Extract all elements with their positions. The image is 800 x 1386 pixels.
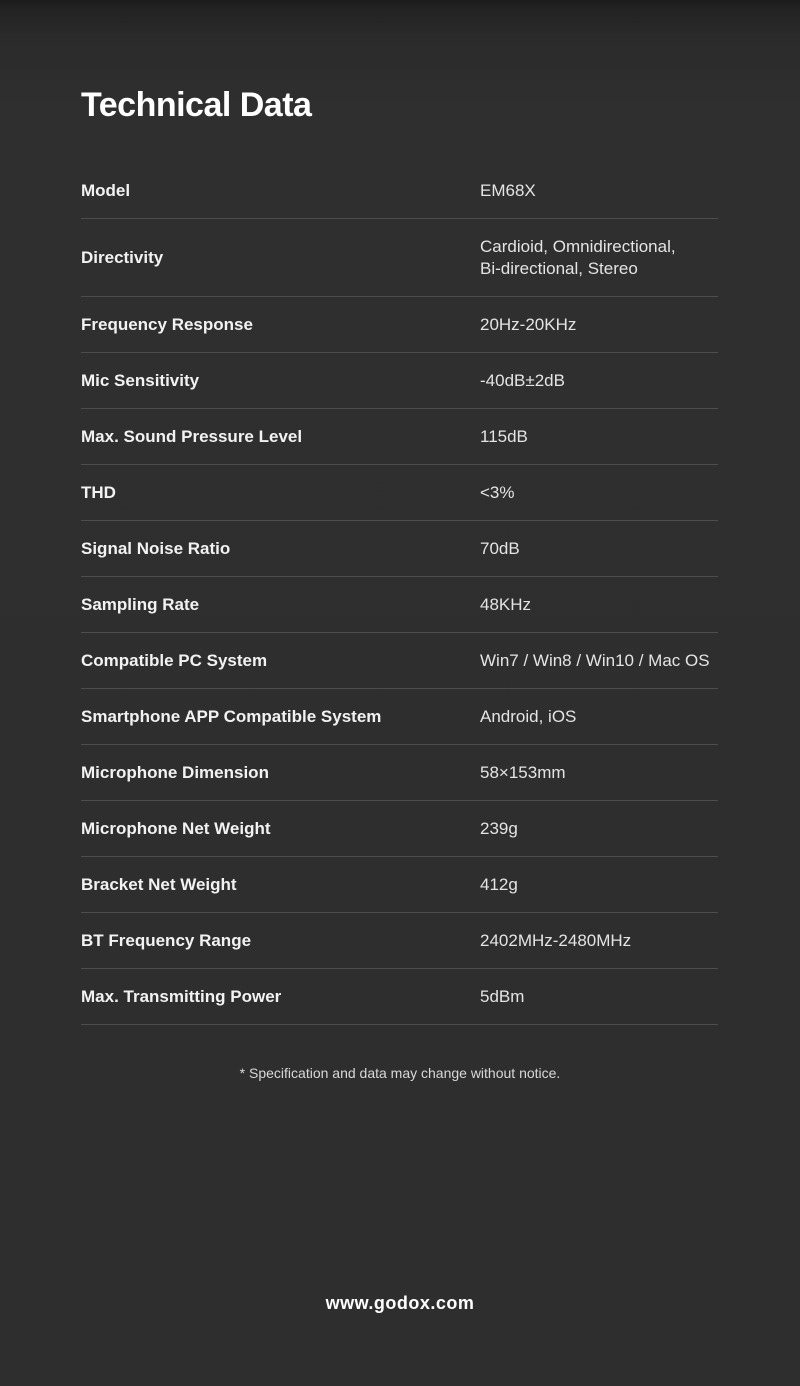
spec-value-line: Android, iOS [480, 706, 577, 726]
spec-row [81, 801, 718, 857]
spec-label: Microphone Dimension [81, 762, 269, 782]
page-title: Technical Data [81, 86, 312, 124]
spec-value [480, 426, 718, 448]
spec-value-line: Win7 / Win8 / Win10 / Mac OS [480, 650, 710, 670]
spec-value [480, 762, 718, 784]
spec-value-line: -40dB±2dB [480, 370, 565, 390]
spec-label: THD [81, 482, 116, 502]
spec-value-line: 412g [480, 874, 518, 894]
spec-label: Frequency Response [81, 314, 253, 334]
spec-row [81, 163, 718, 219]
spec-value [480, 538, 718, 560]
website-link[interactable]: www.godox.com [325, 1293, 475, 1313]
spec-value-line: 70dB [480, 538, 520, 558]
spec-table [81, 163, 718, 1025]
spec-value [480, 180, 718, 202]
spec-value [480, 874, 718, 896]
spec-value-line: 58×153mm [480, 762, 566, 782]
spec-label: Directivity [81, 247, 164, 267]
spec-value-line: <3% [480, 482, 515, 502]
spec-row [81, 465, 718, 521]
spec-row [81, 409, 718, 465]
spec-value-line: 115dB [480, 426, 528, 446]
spec-value [480, 930, 718, 952]
spec-value [480, 370, 718, 392]
spec-value [480, 650, 718, 672]
spec-value-line: 2402MHz-2480MHz [480, 930, 632, 950]
spec-value [480, 594, 718, 616]
spec-row [81, 219, 718, 297]
spec-value-line: 48KHz [480, 594, 532, 614]
spec-label: Mic Sensitivity [81, 370, 200, 390]
spec-label: Signal Noise Ratio [81, 538, 231, 558]
spec-row [81, 297, 718, 353]
spec-row [81, 577, 718, 633]
spec-value-line: EM68X [480, 180, 536, 200]
spec-label: Model [81, 180, 131, 200]
spec-row [81, 913, 718, 969]
spec-value-line: Cardioid, Omnidirectional, [480, 236, 676, 256]
spec-row [81, 633, 718, 689]
spec-label: Max. Transmitting Power [81, 986, 282, 1006]
spec-value-line: Bi-directional, Stereo [480, 258, 638, 278]
spec-value [480, 706, 718, 728]
spec-label: Microphone Net Weight [81, 818, 271, 838]
spec-label: Compatible PC System [81, 650, 268, 670]
spec-label: BT Frequency Range [81, 930, 252, 950]
spec-value [480, 236, 718, 280]
spec-row [81, 353, 718, 409]
spec-value-line: 20Hz-20KHz [480, 314, 577, 334]
spec-value-line: 239g [480, 818, 518, 838]
spec-value [480, 818, 718, 840]
spec-label: Bracket Net Weight [81, 874, 237, 894]
spec-row [81, 745, 718, 801]
spec-value [480, 482, 718, 504]
spec-row [81, 857, 718, 913]
spec-label: Smartphone APP Compatible System [81, 706, 382, 726]
spec-row [81, 689, 718, 745]
spec-row [81, 521, 718, 577]
spec-value-line: 5dBm [480, 986, 525, 1006]
spec-value [480, 986, 718, 1008]
spec-label: Sampling Rate [81, 594, 200, 614]
spec-label: Max. Sound Pressure Level [81, 426, 303, 446]
spec-row [81, 969, 718, 1025]
spec-value [480, 314, 718, 336]
disclaimer-note: * Specification and data may change without notice. [239, 1065, 561, 1081]
